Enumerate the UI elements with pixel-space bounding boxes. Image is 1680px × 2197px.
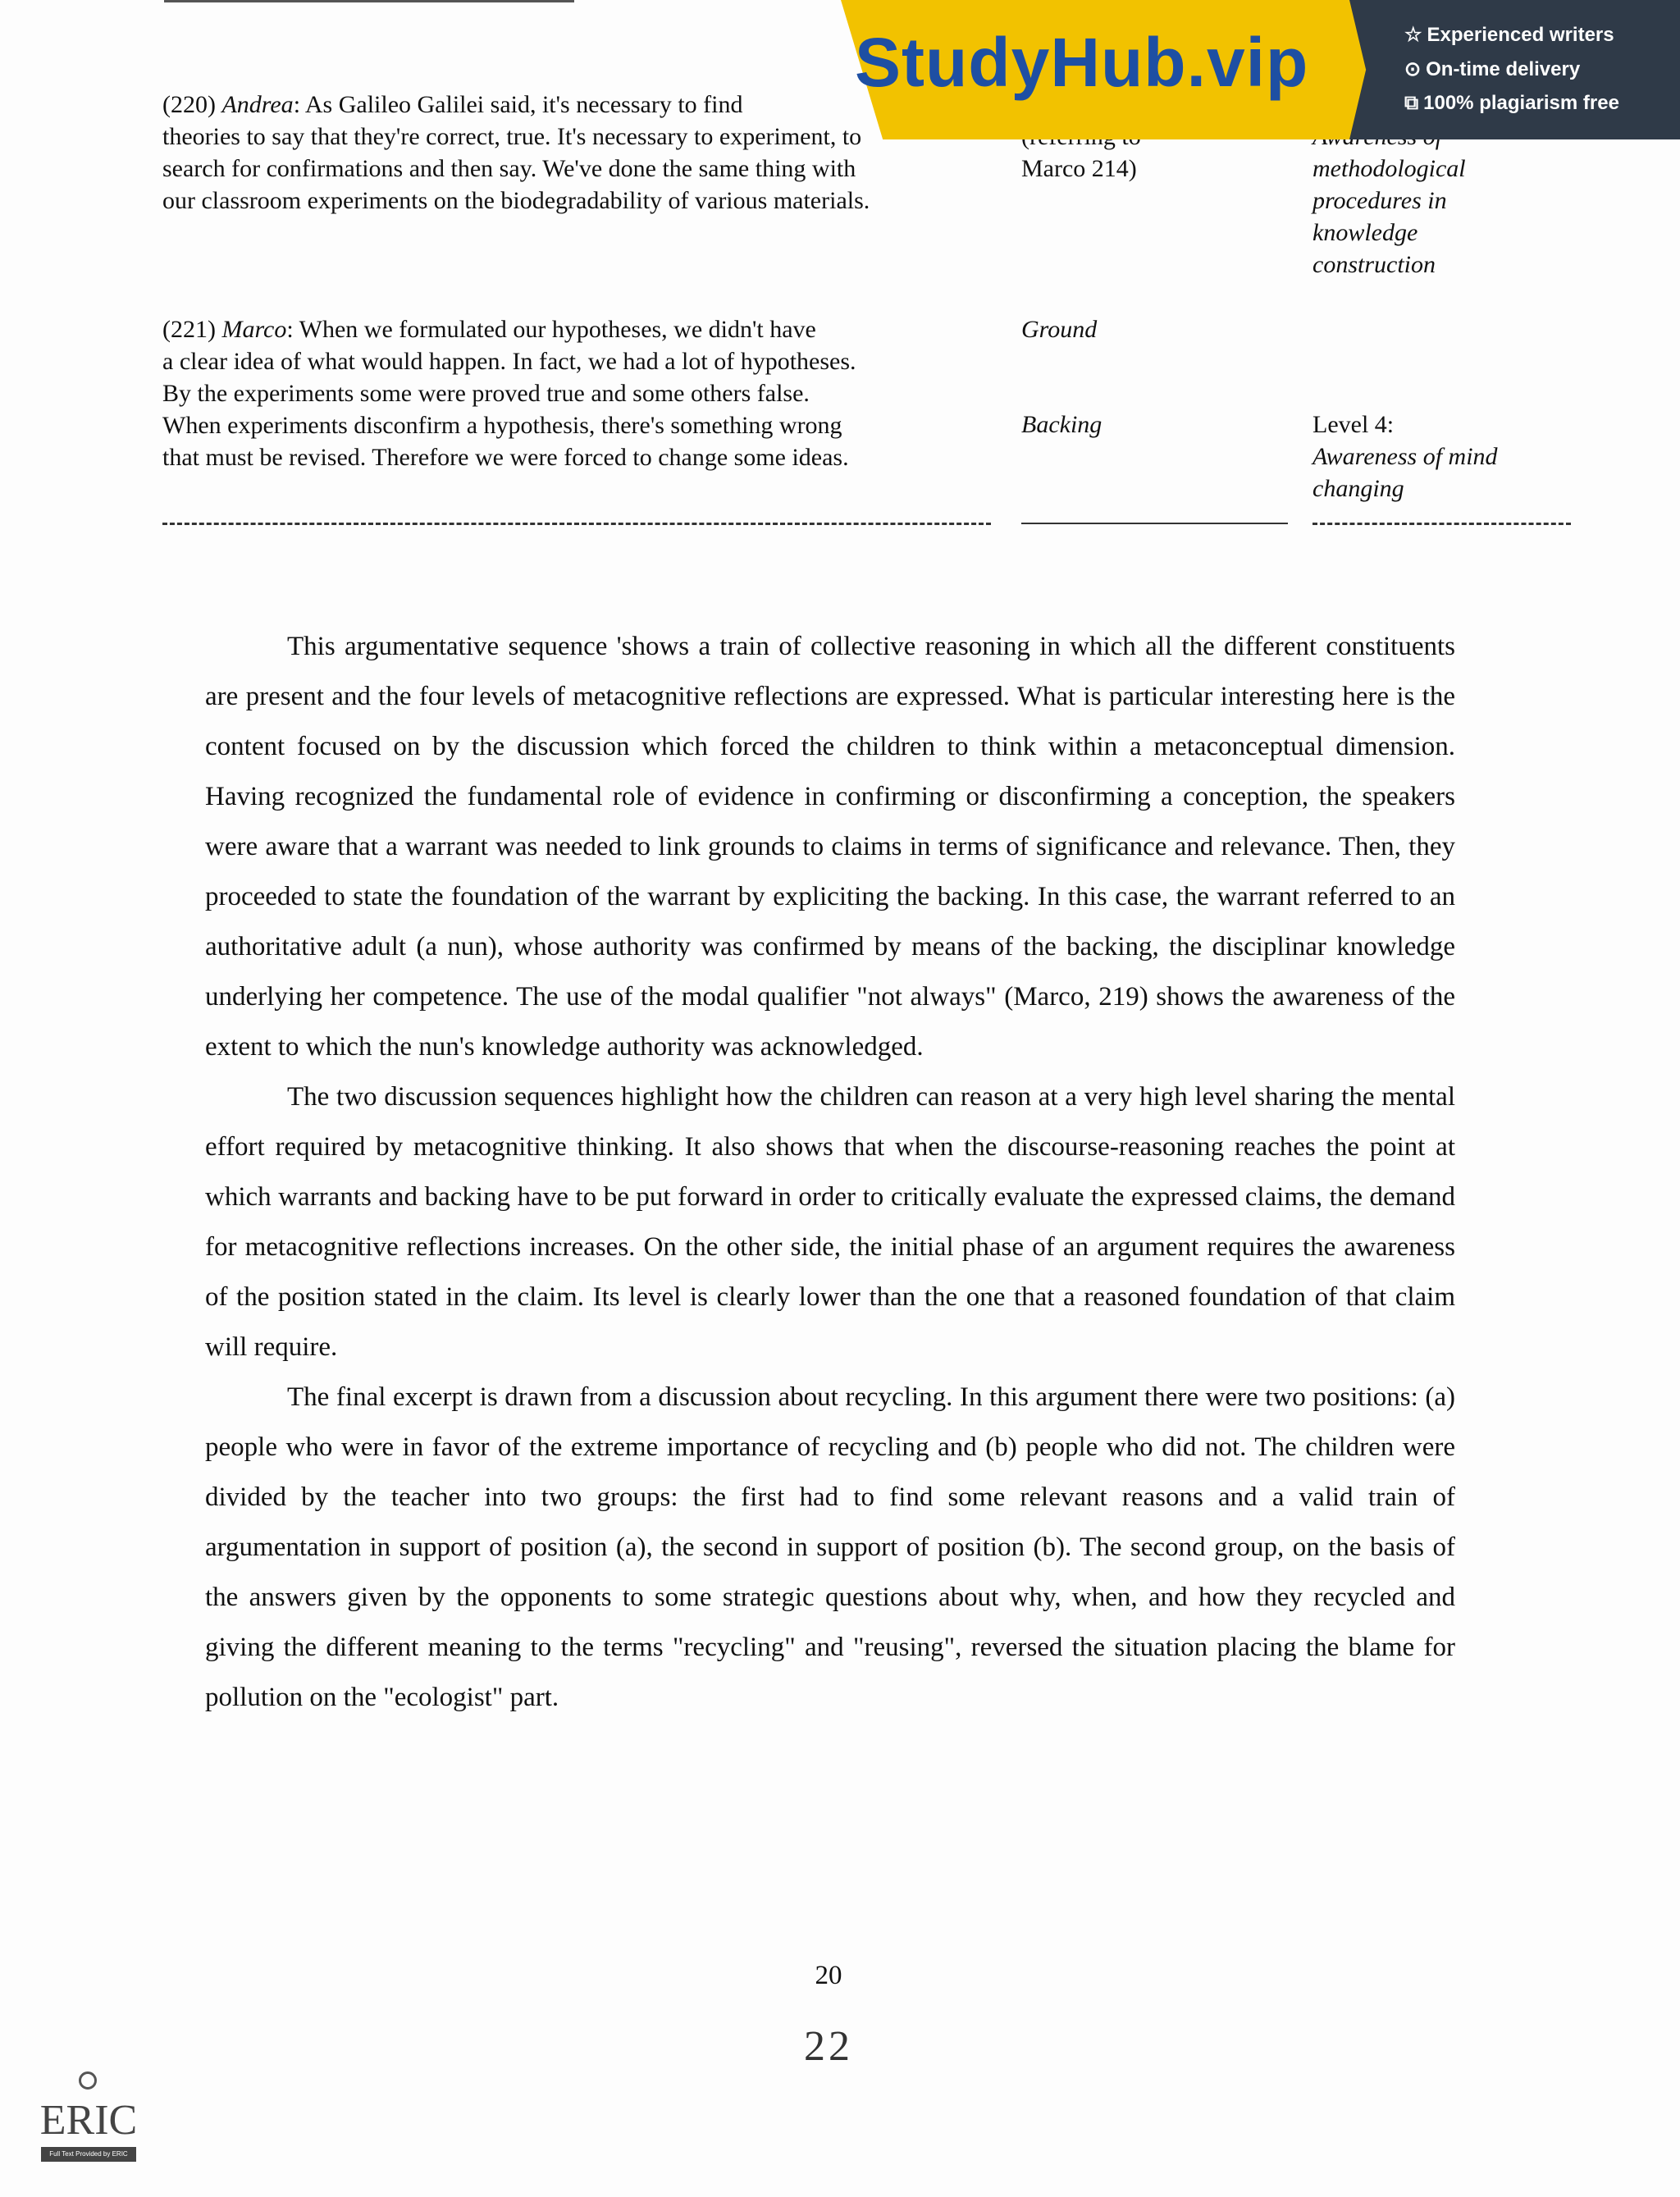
level-line: changing [1312,475,1404,502]
entry-line: that must be revised. Therefore we were forced to change some ideas. [162,444,849,471]
level-line: Awareness of mind [1312,443,1498,470]
entry-line: By the experiments some were proved true and some others false. [162,380,810,407]
level-cell-220 [1312,121,1583,281]
reference-line: Marco 214) [1021,155,1137,182]
feature-label: On-time delivery [1426,58,1581,80]
feature-label: 100% plagiarism free [1423,92,1619,114]
level-cell-221 [1312,409,1583,505]
clock-icon: ⊙ [1404,58,1422,80]
eric-logo-text: ERIC [39,2097,138,2144]
level-line: construction [1312,251,1436,278]
banner-feature [1404,92,1619,115]
backing-label: Backing [1021,411,1102,438]
speaker-name: Andrea [221,91,294,118]
page-number-alt: 22 [804,2023,853,2070]
copy-icon: ⧉ [1404,92,1419,114]
studyhub-logo[interactable]: StudyHub.vip [855,24,1309,101]
table-rule [1021,523,1288,524]
top-rule [164,0,574,2]
level-line: knowledge [1312,219,1418,246]
paragraph: The two discussion sequences highlight how the children can reason at a very high level sharing the mental effort required by metacognitive thinking. It also shows that when the discourse-reasoning reaches the point at which warrants and backing have to be put forward in order to critically evaluate the expressed claims, the demand for metacognitive reflections increases. On the other side, the initial phase of an argument requires the awareness of the position stated in the claim. Its level is clearly lower than the one that a reasoned foundation of that claim will require. [205,1082,1455,1362]
body-text [205,622,1455,1723]
entry-line: : As Galileo Galilei said, it's necessary to find [293,91,743,118]
transcript-entry-220 [162,89,983,217]
level-line: methodological [1312,155,1466,182]
ground-label: Ground [1021,316,1098,343]
entry-line: When experiments disconfirm a hypothesis, there's something wrong [162,412,842,439]
entry-number: (221) [162,316,222,343]
eric-logo [39,2071,138,2166]
entry-line: a clear idea of what would happen. In fact, we had a lot of hypotheses. [162,348,856,375]
entry-line: : When we formulated our hypotheses, we didn't have [286,316,816,343]
banner-feature [1404,57,1580,81]
level-line: procedures in [1312,187,1447,214]
table-rule [162,523,991,525]
paragraph: This argumentative sequence 'shows a train of collective reasoning in which all the different constituents are present and the four levels of metacognitive reflections are expressed. What is particular interesting here is the content focused on by the discussion which forced the children to think within a metaconceptual dimension. Having recognized the fundamental role of evidence in confirming or disconfirming a conception, the speakers were aware that a warrant was needed to link grounds to claims in terms of significance and relevance. Then, they proceeded to state the foundation of the warrant by expliciting the backing. In this case, the warrant referred to an authoritative adult (a nun), whose authority was confirmed by means of the backing, the disciplinar knowledge underlying her competence. The use of the modal qualifier "not always" (Marco, 219) shows the awareness of the extent to which the nun's knowledge authority was acknowledged. [205,632,1455,1062]
eric-ring-icon [79,2071,97,2090]
transcript-entry-221 [162,313,983,473]
entry-line: theories to say that they're correct, true. It's necessary to experiment, to [162,123,862,150]
entry-line: search for confirmations and then say. We've done the same thing with [162,155,856,182]
level-number: Level 4: [1312,411,1395,438]
star-icon: ☆ [1404,24,1422,46]
speaker-name: Marco [221,316,287,343]
table-rule [1312,523,1571,525]
page-number: 20 [815,1961,842,1990]
eric-tagline: Full Text Provided by ERIC [41,2147,136,2162]
banner-feature [1404,23,1614,47]
paragraph: The final excerpt is drawn from a discussion about recycling. In this argument there were two positions: (a) people who were in favor of the extreme importance of recycling and (b) people who did not. The children were divided by the teacher into two groups: the first had to find some relevant reasons and a valid train of argumentation in support of position (a), the second in support of position (b). The second group, on the basis of the answers given by the opponents to some strategic questions about why, when, and how they recycled and giving the different meaning to the terms "recycling" and "reusing", reversed the situation placing the blame for pollution on the "ecologist" part. [205,1382,1455,1712]
entry-line: our classroom experiments on the biodegradability of various materials. [162,187,870,214]
feature-label: Experienced writers [1427,24,1614,46]
entry-number: (220) [162,91,222,118]
